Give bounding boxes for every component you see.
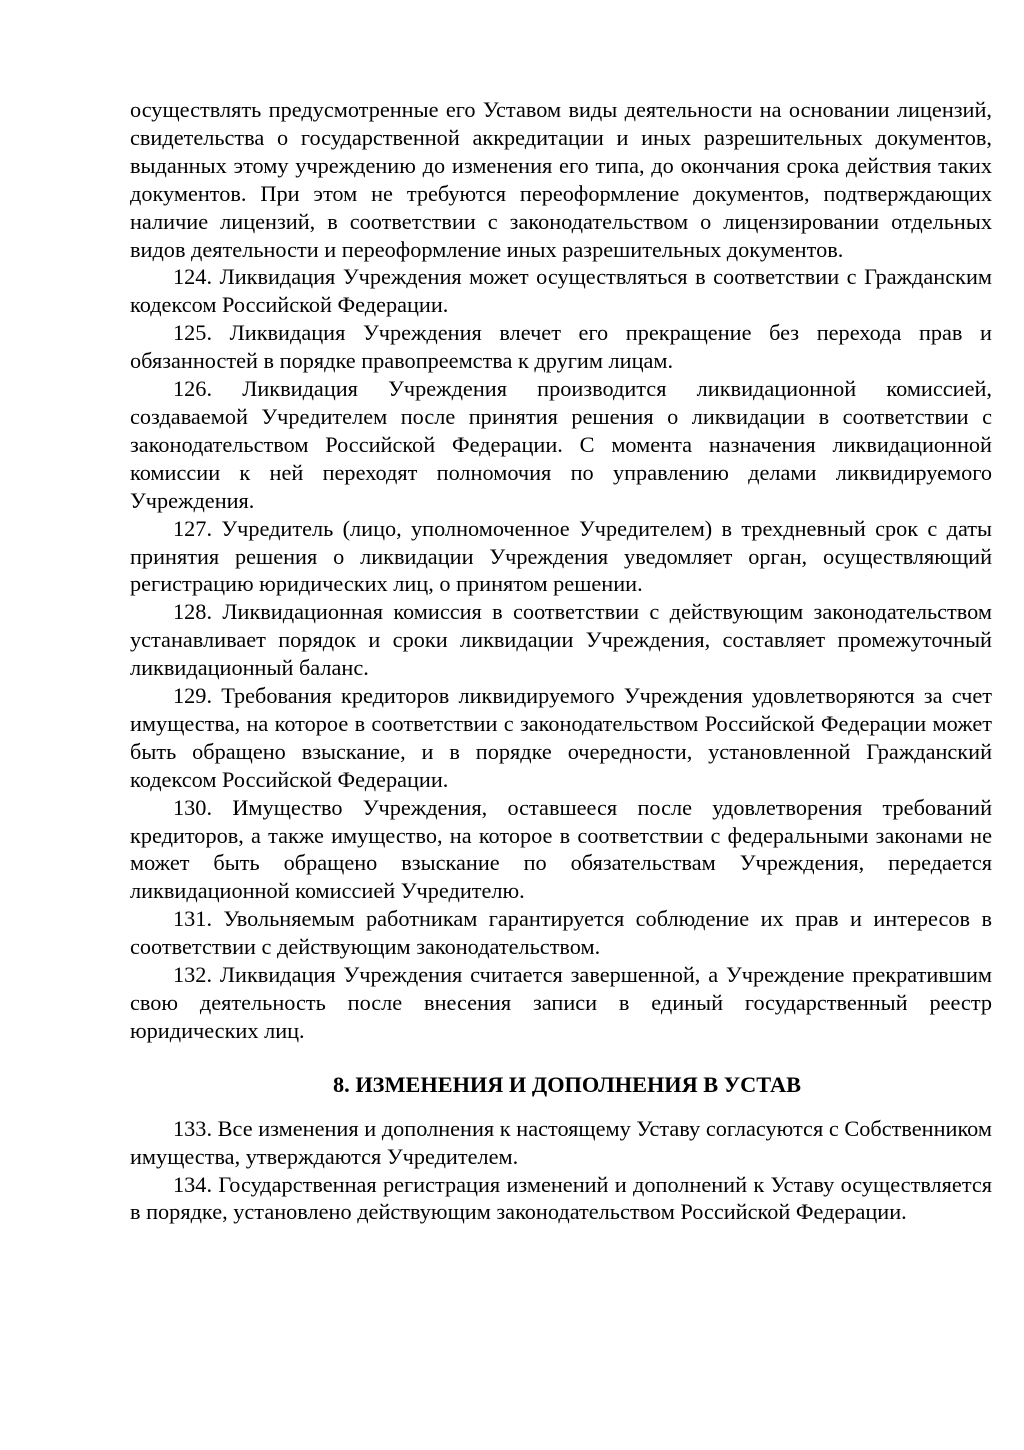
clause-number: 133. xyxy=(173,1115,213,1141)
clause-125 xyxy=(130,319,992,375)
clause-text: Ликвидация Учреждения влечет его прекращение без перехода прав и обязанностей в порядке правопреемства к другим лицам. xyxy=(130,320,992,374)
clause-text: Требования кредиторов ликвидируемого Учреждения удовлетворяются за счет имущества, на которое в соответствии с законодательством Российской Федерации может быть обращено взыскание, и в порядке очередности, установленной Гражданский кодексом Российской Федерации. xyxy=(130,683,992,792)
clause-number: 131. xyxy=(173,906,213,932)
clause-130 xyxy=(130,794,992,906)
clause-127 xyxy=(130,515,992,599)
clause-133 xyxy=(130,1115,992,1171)
section-heading: 8. ИЗМЕНЕНИЯ И ДОПОЛНЕНИЯ В УСТАВ xyxy=(333,1071,801,1097)
clause-128 xyxy=(130,598,992,682)
clause-text: Ликвидационная комиссия в соответствии с действующим законодательством устанавливает порядок и сроки ликвидации Учреждения, составляет промежуточный ликвидационный баланс. xyxy=(130,599,992,681)
clause-text: Учредитель (лицо, уполномоченное Учредителем) в трехдневный срок с даты принятия решения о ликвидации Учреждения уведомляет орган, осуществляющий регистрацию юридических лиц, о принятом решении. xyxy=(130,515,992,597)
clause-number: 134. xyxy=(173,1171,213,1197)
clause-134 xyxy=(130,1171,992,1227)
clause-text: Государственная регистрация изменений и дополнений к Уставу осуществляется в порядке, установлено действующим законодательством Российской Федерации. xyxy=(130,1171,992,1225)
clause-129 xyxy=(130,682,992,794)
clause-number: 132. xyxy=(173,962,213,988)
clause-text: Увольняемым работникам гарантируется соблюдение их прав и интересов в соответствии с действующим законодательством. xyxy=(130,906,992,960)
clause-number: 125. xyxy=(173,320,213,346)
clause-131 xyxy=(130,905,992,961)
clause-text: Все изменения и дополнения к настоящему Уставу согласуются с Собственником имущества, утверждаются Учредителем. xyxy=(130,1115,992,1169)
clause-text: Ликвидация Учреждения может осуществляться в соответствии с Гражданским кодексом Российской Федерации. xyxy=(130,264,992,318)
clause-number: 126. xyxy=(173,376,213,402)
clause-126 xyxy=(130,375,992,515)
clause-text: Ликвидация Учреждения считается завершенной, а Учреждение прекратившим свою деятельность после внесения записи в единый государственный реестр юридических лиц. xyxy=(130,962,992,1043)
clause-124 xyxy=(130,263,992,319)
clause-text: Имущество Учреждения, оставшееся после удовлетворения требований кредиторов, а также имущество, на которое в соответствии с федеральными законами не может быть обращено взыскание по обязательствам Учреждения, передается ликвидационной комиссией Учредителю. xyxy=(130,794,992,904)
clause-number: 128. xyxy=(173,599,213,625)
clause-text: Ликвидация Учреждения производится ликвидационной комиссией, создаваемой Учредителем после принятия решения о ликвидации в соответствии с законодательством Российской Федерации. С момента назначения ликвидационной комиссии к ней переходят полномочия по управлению делами ликвидируемого Учреждения. xyxy=(130,376,992,513)
clause-number: 127. xyxy=(173,515,213,541)
clause-number: 130. xyxy=(173,794,213,820)
document-body xyxy=(130,96,992,1226)
clause-number: 124. xyxy=(173,264,213,290)
clause-number: 129. xyxy=(173,683,213,709)
intro-paragraph: осуществлять предусмотренные его Уставом виды деятельности на основании лицензий, свидетельства о государственной аккредитации и иных разрешительных документов, выданных этому учреждению до изменения его типа, до окончания срока действия таких документов. При этом не требуются переоформление документов, подтверждающих наличие лицензий, в соответствии с законодательством о лицензировании отдельных видов деятельности и переоформление иных разрешительных документов. xyxy=(130,97,992,262)
clause-132 xyxy=(130,961,992,1045)
